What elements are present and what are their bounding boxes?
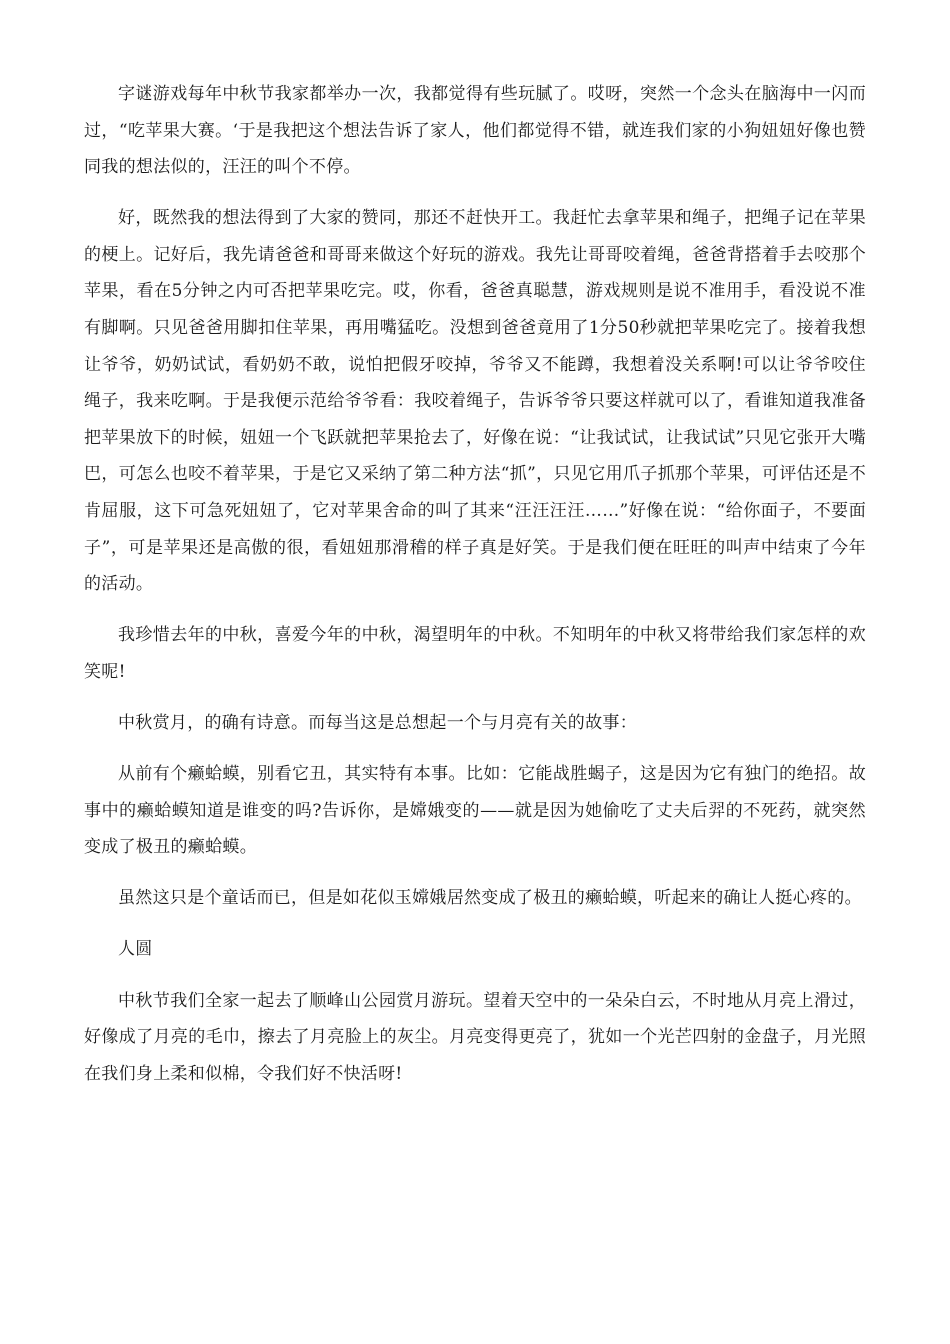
- paragraph-moon-viewing: 中秋赏月，的确有诗意。而每当这是总想起一个与月亮有关的故事：: [118, 713, 637, 733]
- paragraph-toad-story: 从前有个癞蛤蟆，别看它丑，其实特有本事。比如：它能战胜蝎子，这是因为它有独门的绝招。故事中的癞蛤蟆知道是谁变的吗?告诉你，是嫦娥变的——就是因为她偷吃了丈夫后羿的不死药，就突然变成了极丑的癞蛤蟆。: [84, 764, 866, 858]
- paragraph-park-moon: 中秋节我们全家一起去了顺峰山公园赏月游玩。望着天空中的一朵朵白云，不时地从月亮上滑过，好像成了月亮的毛巾，擦去了月亮脸上的灰尘。月亮变得更亮了，犹如一个光芒四射的金盘子，月光照在我们身上柔和似棉，令我们好不快活呀!: [84, 990, 866, 1084]
- paragraph-apple-contest-story: 好，既然我的想法得到了大家的赞同，那还不赶快开工。我赶忙去拿苹果和绳子，把绳子记在苹果的梗上。记好后，我先请爸爸和哥哥来做这个好玩的游戏。我先让哥哥咬着绳，爸爸背搭着手去咬那个苹果，看在5分钟之内可否把苹果吃完。哎，你看，爸爸真聪慧，游戏规则是说不准用手，看没说不准有脚啊。只见爸爸用脚扣住苹果，再用嘴猛吃。没想到爸爸竟用了1分50秒就把苹果吃完了。接着我想让爷爷，奶奶试试，看奶奶不敢，说怕把假牙咬掉，爷爷又不能蹲，我想着没关系啊!可以让爷爷咬住绳子，我来吃啊。于是我便示范给爷爷看：我咬着绳子，告诉爷爷只要这样就可以了，看谁知道我准备把苹果放下的时候，妞妞一个飞跃就把苹果抢去了，好像在说：“让我试试，让我试试”只见它张开大嘴巴，可怎么也咬不着苹果，于是它又采纳了第二种方法“抓”，只见它用爪子抓那个苹果，可评估还是不肯屈服，这下可急死妞妞了，它对苹果舍命的叫了其来“汪汪汪汪……”好像在说：“给你面子，不要面子”，可是苹果还是高傲的很，看妞妞那滑稽的样子真是好笑。于是我们便在旺旺的叫声中结束了今年的活动。: [84, 208, 866, 595]
- paragraph-fairy-tale-comment: 虽然这只是个童话而已，但是如花似玉嫦娥居然变成了极丑的癞蛤蟆，听起来的确让人挺心疼的。: [118, 888, 862, 909]
- document-page: [84, 76, 866, 1107]
- section-heading: 人圆: [118, 939, 153, 960]
- paragraph-mid-autumn-wish: 我珍惜去年的中秋，喜爱今年的中秋，渴望明年的中秋。不知明年的中秋又将带给我们家怎样的欢笑呢!: [84, 625, 866, 682]
- paragraph-apple-contest-intro: 字谜游戏每年中秋节我家都举办一次，我都觉得有些玩腻了。哎呀，突然一个念头在脑海中一闪而过，“吃苹果大赛。‘于是我把这个想法告诉了家人，他们都觉得不错，就连我们家的小狗妞妞好像也赞同我的想法似的，汪汪的叫个不停。: [84, 84, 866, 178]
